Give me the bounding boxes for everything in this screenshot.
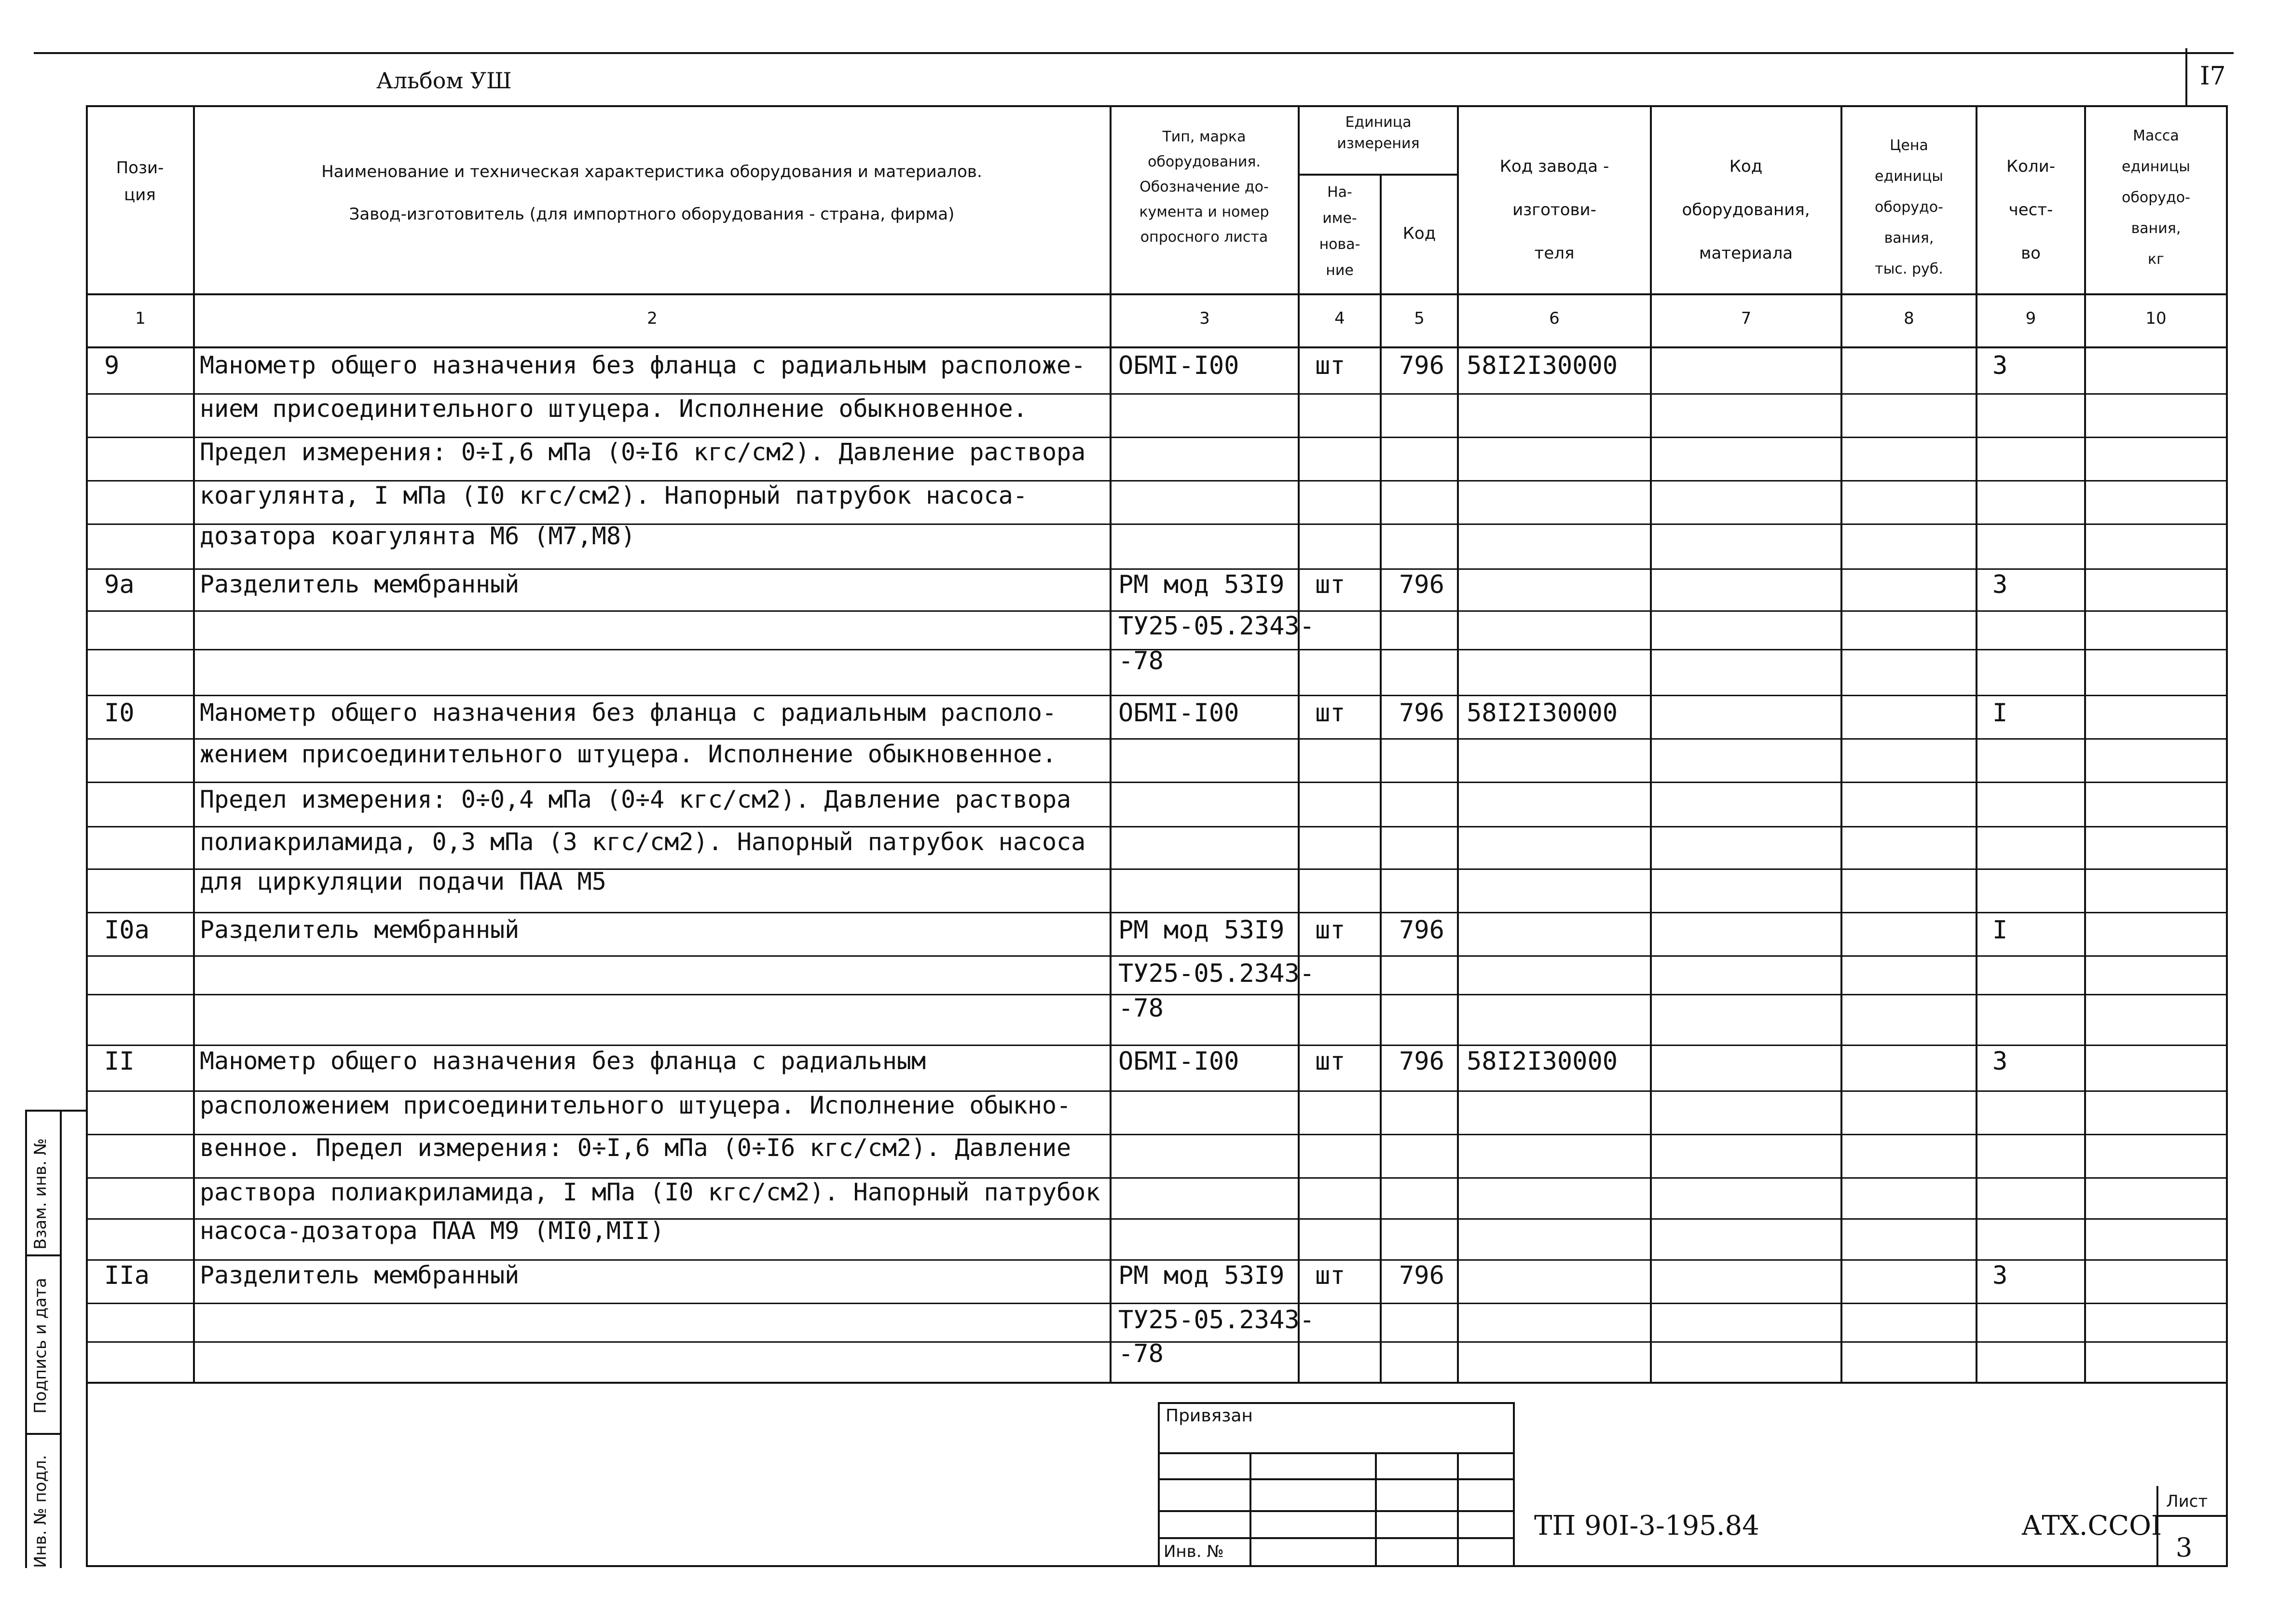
row-position: II	[104, 1047, 135, 1076]
row-divider	[86, 912, 2228, 913]
row-description: Манометр общего назначения без фланца с радиальным	[200, 1047, 926, 1075]
row-type: OБМI-I00	[1118, 351, 1239, 380]
row-divider	[86, 826, 2228, 827]
row-position: 9а	[104, 570, 135, 599]
row-quantity: 3	[1992, 1261, 2008, 1290]
row-quantity: 3	[1992, 351, 2008, 380]
sheet-number: I7	[2200, 62, 2226, 91]
document-code: ТП 90I-3-195.84	[1534, 1510, 1759, 1541]
row-type: -78	[1118, 647, 1164, 675]
column-number: 9	[2025, 309, 2036, 328]
row-quantity: 3	[1992, 1047, 2008, 1076]
side-label-inventory: Инв. № подл.	[31, 1455, 50, 1568]
sheet-count: 3	[2176, 1532, 2193, 1563]
row-quantity: I	[1992, 916, 2008, 945]
row-type: РМ мод 53I9	[1118, 1261, 1285, 1290]
header-unit-group: Единица измерения	[1337, 114, 1420, 152]
row-divider	[86, 1045, 2228, 1046]
column-number: 8	[1904, 309, 1914, 328]
row-description: Предел измерения: 0÷0,4 мПа (0÷4 кгс/см2). Давление раствора	[200, 785, 1071, 813]
row-description: Разделитель мембранный	[200, 1261, 520, 1289]
stamp-inv-number: Инв. №	[1164, 1542, 1224, 1561]
header-unit-code: Код	[1402, 224, 1436, 243]
header-maker-code: Код завода - изготови- теля	[1499, 157, 1609, 263]
row-unit-code: 796	[1399, 699, 1444, 728]
row-description: Разделитель мембранный	[200, 916, 520, 944]
sheet-label: Лист	[2166, 1492, 2208, 1511]
row-description: насоса-дозатора ПАА М9 (МI0,МII)	[200, 1217, 665, 1245]
row-maker-code: 58I2I30000	[1467, 1047, 1618, 1076]
row-unit: шт	[1315, 916, 1345, 945]
row-description: Манометр общего назначения без фланца с радиальным расположе-	[200, 351, 1086, 379]
row-position: I0а	[104, 916, 150, 945]
row-unit-code: 796	[1399, 351, 1444, 380]
row-position: I0	[104, 699, 135, 728]
row-unit: шт	[1315, 1261, 1345, 1290]
row-maker-code: 58I2I30000	[1467, 699, 1618, 728]
side-label-replace: Взам. инв. №	[31, 1138, 50, 1250]
row-unit: шт	[1315, 351, 1345, 380]
header-quantity: Коли- чест- во	[2006, 157, 2056, 263]
side-label-signature: Подпись и дата	[31, 1278, 50, 1414]
row-description: венное. Предел измерения: 0÷I,6 мПа (0÷I6 кгс/см2). Давление	[200, 1134, 1071, 1162]
row-position: 9	[104, 351, 120, 380]
row-divider	[86, 695, 2228, 696]
row-description: Манометр общего назначения без фланца с радиальным располо-	[200, 699, 1057, 727]
column-number: 7	[1741, 309, 1752, 328]
row-divider	[86, 738, 2228, 740]
stamp-privyazan: Привязан	[1166, 1406, 1253, 1426]
row-description: Разделитель мембранный	[200, 570, 520, 598]
row-description: жением присоединительного штуцера. Исполнение обыкновенное.	[200, 740, 1057, 768]
row-quantity: 3	[1992, 570, 2008, 599]
column-number: 6	[1549, 309, 1560, 328]
column-number: 3	[1199, 309, 1210, 328]
row-type: ТУ25-05.2343-	[1118, 959, 1315, 988]
row-unit-code: 796	[1399, 1261, 1444, 1290]
row-type: ТУ25-05.2343-	[1118, 612, 1315, 641]
row-description: расположением присоединительного штуцера. Исполнение обыкно-	[200, 1091, 1071, 1119]
column-number: 10	[2145, 309, 2167, 328]
row-description: Предел измерения: 0÷I,6 мПа (0÷I6 кгс/см2). Давление раствора	[200, 438, 1086, 466]
row-type: -78	[1118, 1339, 1164, 1368]
row-type: ТУ25-05.2343-	[1118, 1306, 1315, 1335]
row-quantity: I	[1992, 699, 2008, 728]
row-unit-code: 796	[1399, 570, 1444, 599]
row-unit: шт	[1315, 699, 1345, 728]
row-type: РМ мод 53I9	[1118, 570, 1285, 599]
row-maker-code: 58I2I30000	[1467, 351, 1618, 380]
row-type: OБМI-I00	[1118, 1047, 1239, 1076]
row-description: коагулянта, I мПа (I0 кгс/см2). Напорный патрубок насоса-	[200, 482, 1028, 509]
row-divider	[86, 1259, 2228, 1261]
row-description: полиакриламида, 0,3 мПа (3 кгс/см2). Напорный патрубок насоса	[200, 828, 1086, 856]
header-type: Тип, марка оборудования. Обозначение до- кумента и номер опросного листа	[1139, 128, 1269, 246]
row-position: IIа	[104, 1261, 150, 1290]
row-unit: шт	[1315, 1047, 1345, 1076]
row-divider	[86, 568, 2228, 570]
column-number: 5	[1414, 309, 1425, 328]
column-number: 4	[1334, 309, 1345, 328]
row-type: OБМI-I00	[1118, 699, 1239, 728]
document-mark: АТХ.ССОI	[2021, 1510, 2162, 1541]
header-name: Наименование и техническая характеристика оборудования и материалов. Завод-изготовитель (для импортного оборудования - страна, фирма)	[321, 162, 982, 224]
row-description: нием присоединительного штуцера. Исполнение обыкновенное.	[200, 395, 1028, 423]
row-divider	[86, 955, 2228, 957]
row-divider	[86, 1303, 2228, 1304]
row-unit-code: 796	[1399, 916, 1444, 945]
header-mass: Масса единицы оборудо- вания, кг	[2122, 127, 2190, 268]
row-description: дозатора коагулянта М6 (М7,М8)	[200, 522, 636, 550]
row-type: РМ мод 53I9	[1118, 916, 1285, 945]
row-description: для циркуляции подачи ПАА М5	[200, 867, 606, 895]
row-type: -78	[1118, 994, 1164, 1023]
header-price: Цена единицы оборудо- вания, тыс. руб.	[1875, 137, 1943, 277]
row-unit-code: 796	[1399, 1047, 1444, 1076]
column-number: 2	[647, 309, 658, 328]
row-description: раствора полиакриламида, I мПа (I0 кгс/см2). Напорный патрубок	[200, 1178, 1100, 1206]
row-unit: шт	[1315, 570, 1345, 599]
column-number: 1	[135, 309, 146, 328]
album-title: Альбом УШ	[376, 68, 512, 94]
row-divider	[86, 782, 2228, 783]
header-unit-name: На- име- нова- ние	[1319, 184, 1360, 279]
header-position: Пози- ция	[116, 158, 164, 205]
header-equipment-code: Код оборудования, материала	[1682, 157, 1810, 263]
